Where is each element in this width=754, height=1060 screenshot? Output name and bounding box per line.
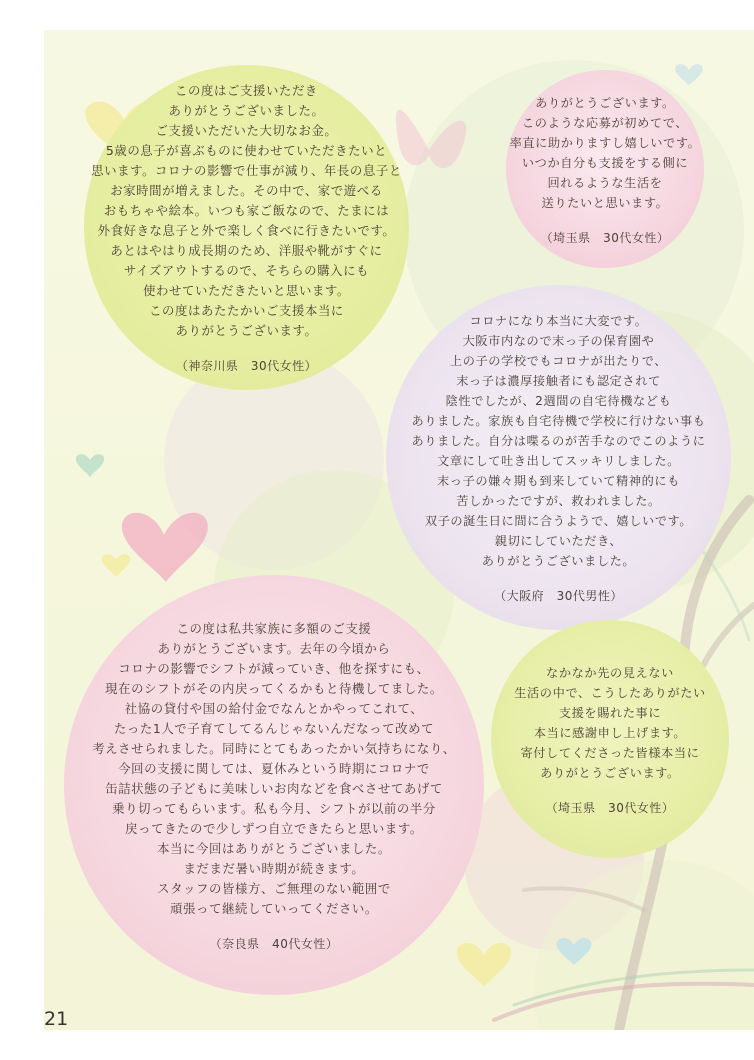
page bbox=[44, 30, 754, 1030]
message-attribution: （埼玉県 30代女性） bbox=[545, 800, 675, 815]
message-attribution: （神奈川県 30代女性） bbox=[175, 359, 318, 373]
message-bubble-nara bbox=[64, 575, 484, 995]
message-attribution: （大阪府 30代男性） bbox=[494, 589, 623, 603]
message-text: なかなか先の見えない 生活の中で、こうしたありがたい 支援を賜れた事に 本当に感謝申し上げます。 寄付してくださった皆様本当に ありがとうございます。 bbox=[514, 665, 706, 780]
message-text: この度は私共家族に多額のご支援 ありがとうございます。去年の今頃から コロナの影響でシフトが減っていき、他を探すにも、 現在のシフトがその内戻ってくるかもと待機してました。 社協の貸付や国の給付金でなんとかやってこれて、 たった1人で子育てしてるんじゃないんだなって改めて 考えさせられました。同時にとてもあったかい気持ちになり、 今回の支援に関しては、夏休みという時期にコロナで 缶詰状態の子どもに美味しいお肉などを食べさせてあげて 乗り切ってもらいます。私も今月、シフトが以前の半分 戻ってきたので少しずつ自立できたらと思います。 本当に今回はありがとうございました。 まだまだ暑い時期が続きます。 スタッフの皆様方、ご無理のない範囲で 頑張って継続していってください。 bbox=[92, 620, 456, 916]
message-bubble-osaka bbox=[386, 285, 731, 630]
message-bubble-kanagawa bbox=[84, 65, 409, 390]
page-number: 21 bbox=[44, 1008, 69, 1030]
message-bubble-saitama-1 bbox=[506, 70, 704, 268]
message-text: コロナになり本当に大変です。 大阪市内なので末っ子の保育園や 上の子の学校でもコロナが出たりで、 末っ子は濃厚接触者にも認定されて 陰性でしたが、2週間の自宅待機なども ありました。家族も自宅待機で学校に行けない事も ありました。自分は喋るのが苦手なのでこのように 文章にして吐き出してスッキリしました。 末っ子の嫌々期も到来していて精神的にも 苦しかったですが、救われました。 双子の誕生日に間に合うようで、嬉しいです。 親切にしていただき、 ありがとうございました。 bbox=[411, 314, 706, 568]
message-text: ありがとうございます。 このような応募が初めてで、 率直に助かりますし嬉しいです。 いつか自分も支援をする側に 回れるような生活を 送りたいと思います。 bbox=[509, 95, 701, 210]
message-text: この度はご支援いただき ありがとうございました。 ご支援いただいた大切なお金。 5歳の息子が喜ぶものに使わせていただきたいと 思います。コロナの影響で仕事が減り、年長の息子と お家時間が増えました。その中で、家で遊べる おもちゃや絵本。いつも家ご飯なので、たまには 外食好きな息子と外で楽しく食べに行きたいです。 あとはやはり成長期のため、洋服や靴がすぐに サイズアウトするので、そちらの購入にも 使わせていただきたいと思います。 この度はあたたかいご支援本当に ありがとうございます。 bbox=[91, 83, 402, 338]
message-bubble-saitama-2 bbox=[491, 620, 729, 858]
message-attribution: （奈良県 40代女性） bbox=[209, 936, 339, 951]
message-attribution: （埼玉県 30代女性） bbox=[540, 230, 670, 245]
